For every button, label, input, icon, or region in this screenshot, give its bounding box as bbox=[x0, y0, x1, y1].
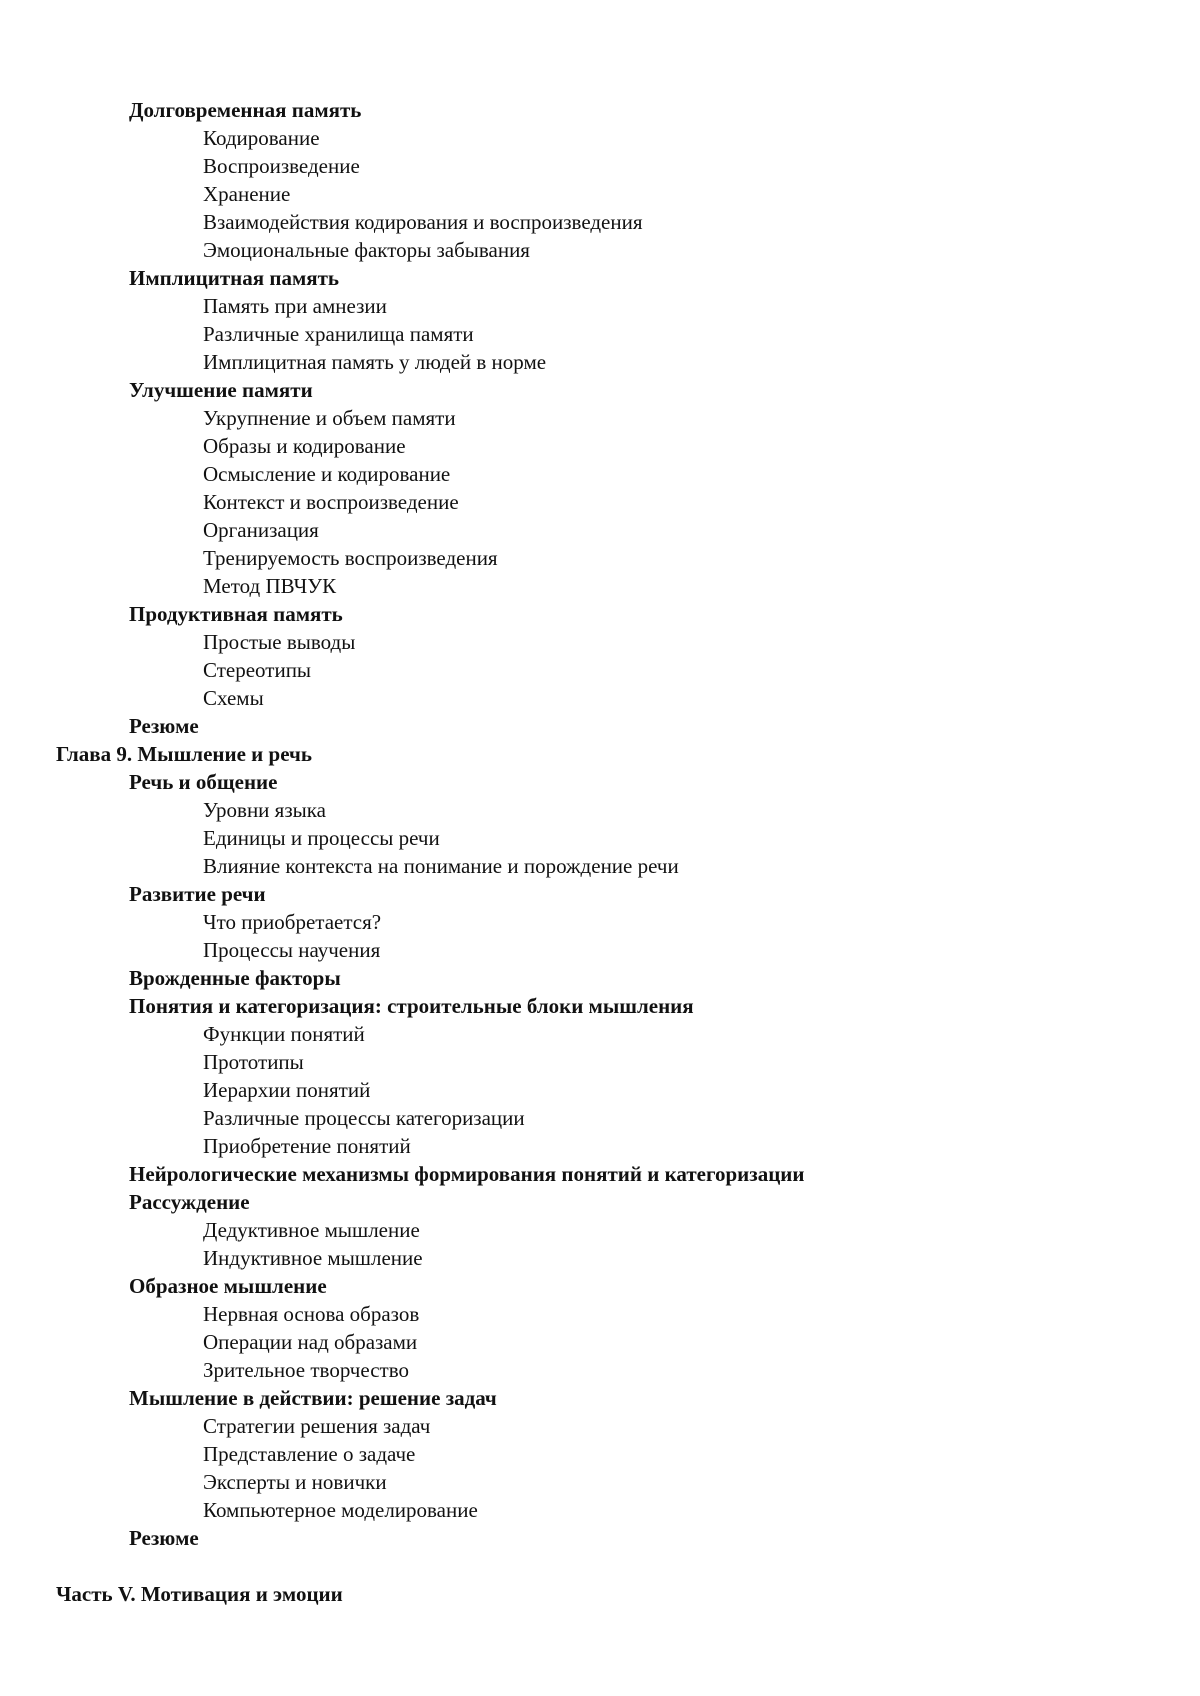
toc-subsection-item: Хранение bbox=[203, 182, 291, 206]
toc-section-heading: Образное мышление bbox=[129, 1274, 327, 1298]
toc-subsection-item: Зрительное творчество bbox=[203, 1358, 409, 1382]
toc-section-heading: Улучшение памяти bbox=[129, 378, 313, 402]
toc-section-heading: Врожденные факторы bbox=[129, 966, 341, 990]
toc-subsection-item: Метод ПВЧУК bbox=[203, 574, 337, 598]
toc-subsection-item: Прототипы bbox=[203, 1050, 304, 1074]
toc-subsection-item: Представление о задаче bbox=[203, 1442, 416, 1466]
toc-subsection-item: Нервная основа образов bbox=[203, 1302, 420, 1326]
toc-subsection-item: Кодирование bbox=[203, 126, 320, 150]
toc-section-heading: Имплицитная память bbox=[129, 266, 340, 290]
toc-section-heading: Развитие речи bbox=[129, 882, 266, 906]
toc-section-heading: Резюме bbox=[129, 714, 199, 738]
toc-subsection-item: Укрупнение и объем памяти bbox=[203, 406, 456, 430]
toc-section-heading: Резюме bbox=[129, 1526, 199, 1550]
toc-subsection-item: Влияние контекста на понимание и порождение речи bbox=[203, 854, 679, 878]
toc-subsection-item: Эмоциональные факторы забывания bbox=[203, 238, 530, 262]
toc-subsection-item: Схемы bbox=[203, 686, 264, 710]
toc-subsection-item: Индуктивное мышление bbox=[203, 1246, 423, 1270]
toc-subsection-item: Память при амнезии bbox=[203, 294, 387, 318]
toc-subsection-item: Стереотипы bbox=[203, 658, 312, 682]
toc-subsection-item: Осмысление и кодирование bbox=[203, 462, 451, 486]
toc-part-heading: Часть V. Мотивация и эмоции bbox=[56, 1582, 343, 1606]
toc-section-heading: Нейрологические механизмы формирования понятий и категоризации bbox=[129, 1162, 805, 1186]
toc-subsection-item: Функции понятий bbox=[203, 1022, 365, 1046]
toc-subsection-item: Взаимодействия кодирования и воспроизведения bbox=[203, 210, 643, 234]
toc-section-heading: Мышление в действии: решение задач bbox=[129, 1386, 497, 1410]
toc-subsection-item: Простые выводы bbox=[203, 630, 356, 654]
toc-subsection-item: Уровни языка bbox=[203, 798, 326, 822]
toc-section-heading: Рассуждение bbox=[129, 1190, 250, 1214]
section-gap bbox=[0, 1552, 1200, 1580]
toc-section-heading: Долговременная память bbox=[129, 98, 362, 122]
toc-subsection-item: Имплицитная память у людей в норме bbox=[203, 350, 547, 374]
toc-subsection-item: Различные хранилища памяти bbox=[203, 322, 474, 346]
toc-subsection-item: Приобретение понятий bbox=[203, 1134, 411, 1158]
toc-subsection-item: Единицы и процессы речи bbox=[203, 826, 440, 850]
toc-subsection-item: Контекст и воспроизведение bbox=[203, 490, 459, 514]
toc-subsection-item: Организация bbox=[203, 518, 319, 542]
table-of-contents bbox=[0, 96, 1200, 1608]
toc-subsection-item: Образы и кодирование bbox=[203, 434, 406, 458]
toc-subsection-item: Что приобретается? bbox=[203, 910, 382, 934]
toc-subsection-item: Операции над образами bbox=[203, 1330, 418, 1354]
toc-subsection-item: Компьютерное моделирование bbox=[203, 1498, 478, 1522]
toc-subsection-item: Воспроизведение bbox=[203, 154, 360, 178]
toc-subsection-item: Иерархии понятий bbox=[203, 1078, 371, 1102]
toc-section-heading: Продуктивная память bbox=[129, 602, 343, 626]
toc-subsection-item: Различные процессы категоризации bbox=[203, 1106, 525, 1130]
toc-subsection-item: Тренируемость воспроизведения bbox=[203, 546, 498, 570]
toc-subsection-item: Процессы научения bbox=[203, 938, 381, 962]
toc-subsection-item: Эксперты и новички bbox=[203, 1470, 387, 1494]
toc-subsection-item: Дедуктивное мышление bbox=[203, 1218, 420, 1242]
toc-section-heading: Понятия и категоризация: строительные блоки мышления bbox=[129, 994, 694, 1018]
toc-part-heading: Глава 9. Мышление и речь bbox=[56, 742, 312, 766]
toc-section-heading: Речь и общение bbox=[129, 770, 278, 794]
toc-subsection-item: Стратегии решения задач bbox=[203, 1414, 431, 1438]
